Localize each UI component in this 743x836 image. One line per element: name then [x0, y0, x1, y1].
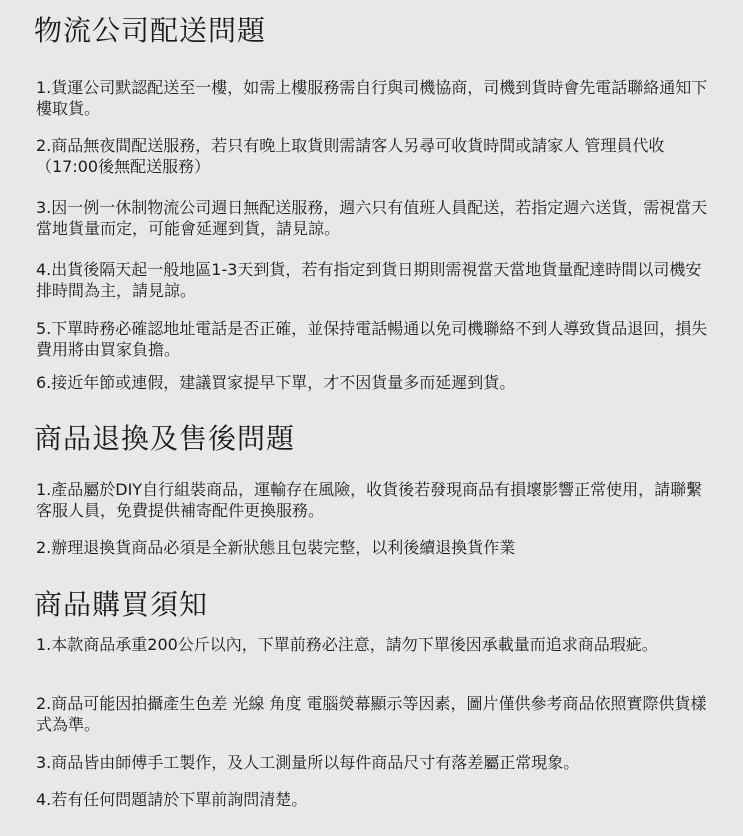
shipping-item-1: 1.貨運公司默認配送至一樓，如需上樓服務需自行與司機協商，司機到貨時會先電話聯絡通知下樓取貨。: [36, 78, 708, 118]
returns-item-1: 1.產品屬於DIY自行組裝商品，運輸存在風險，收貨後若發現商品有損壞影響正常使用，請聯繫客服人員，免費提供補寄配件更換服務。: [36, 480, 703, 520]
purchase-item-4: 4.若有任何問題請於下單前詢問清楚。: [36, 790, 308, 809]
purchase-section-title: 商品購買須知: [34, 588, 209, 621]
purchase-item-1: 1.本款商品承重200公斤以內，下單前務必注意，請勿下單後因承載量而追求商品瑕疵。: [36, 635, 658, 654]
purchase-item-3: 3.商品皆由師傅手工製作，及人工測量所以每件商品尺寸有落差屬正常現象。: [36, 753, 580, 772]
shipping-item-5: 5.下單時務必確認地址電話是否正確，並保持電話暢通以免司機聯絡不到人導致貨品退回，損失費用將由買家負擔。: [36, 319, 708, 359]
returns-section-title: 商品退換及售後問題: [34, 422, 296, 455]
shipping-item-2: 2.商品無夜間配送服務，若只有晚上取貨則需請客人另尋可收貨時間或請家人 管理員代收（17:00後無配送服務）: [36, 136, 665, 176]
shipping-item-6: 6.接近年節或連假，建議買家提早下單，才不因貨量多而延遲到貨。: [36, 373, 516, 392]
shipping-item-3: 3.因一例一休制物流公司週日無配送服務，週六只有值班人員配送，若指定週六送貨，需視當天當地貨量而定，可能會延遲到貨，請見諒。: [36, 198, 708, 238]
shipping-section-title: 物流公司配送問題: [34, 14, 267, 47]
returns-item-2: 2.辦理退換貨商品必須是全新狀態且包裝完整，以利後續退換貨作業: [36, 538, 516, 557]
purchase-item-2: 2.商品可能因拍攝產生色差 光線 角度 電腦熒幕顯示等因素，圖片僅供參考商品依照實際供貨樣式為準。: [36, 694, 707, 734]
shipping-item-4: 4.出貨後隔天起一般地區1-3天到貨，若有指定到貨日期則需視當天當地貨量配達時間以司機安排時間為主，請見諒。: [36, 260, 702, 300]
